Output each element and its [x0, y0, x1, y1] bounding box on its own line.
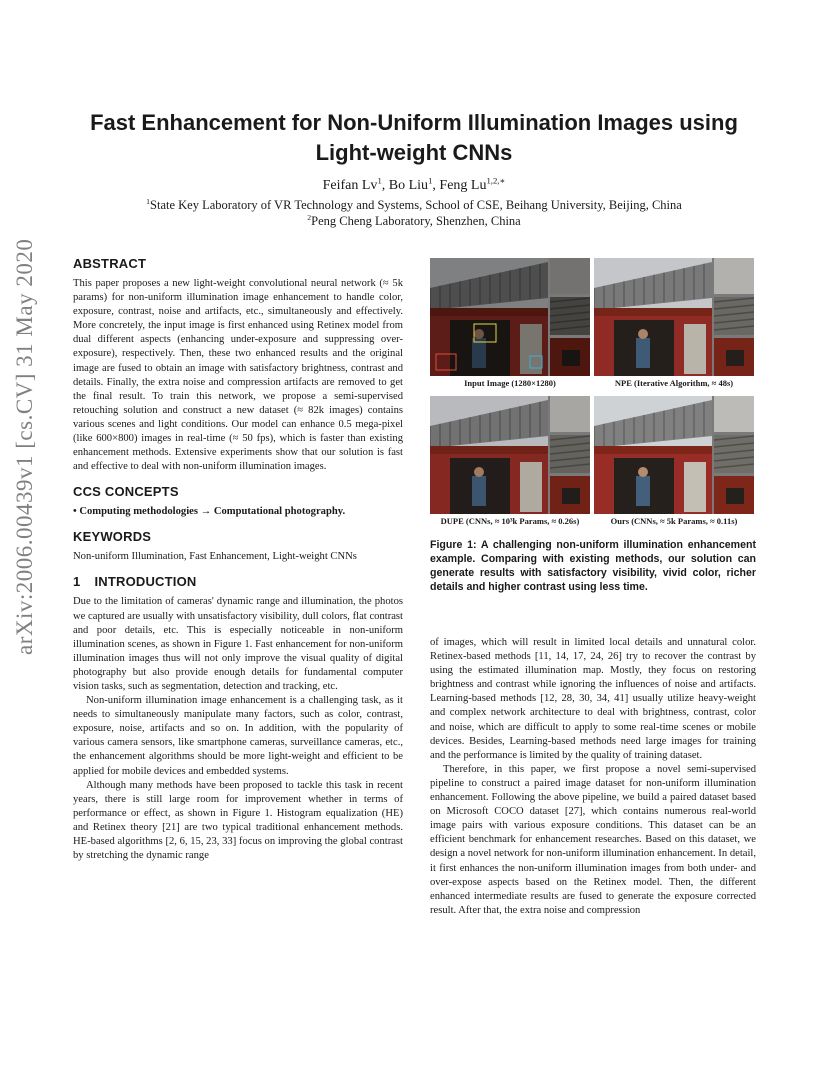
author-name: Feng Lu	[439, 178, 487, 193]
photo-illustration	[594, 258, 754, 376]
ccs-text: • Computing methodologies → Computational photography.	[73, 506, 346, 518]
affiliation-text: Peng Cheng Laboratory, Shenzhen, China	[311, 214, 521, 228]
paper-title	[40, 108, 788, 168]
affiliation-line	[40, 197, 788, 213]
intro-paragraph-1: Due to the limitation of cameras' dynamic range and illumination, the photos we captured are usually with unsatisfactory visibility, dull colors, flat contrast and poor details, etc. This is especially noticeable in non-uniform illumination scenes, as shown in Figure 1. Fast enhancement for non-uniform illumination images thus will not only improve the visual quality of digital photography but also provide enough details for fundamental computer vision tasks, such as segmentation, detection and tracking, etc.	[73, 596, 403, 692]
figure-panel-dupe	[430, 396, 590, 514]
section-number: 1	[73, 574, 81, 590]
panel-caption-dupe: DUPE (CNNs, ≈ 10³k Params, ≈ 0.26s)	[440, 516, 580, 526]
right-column	[430, 636, 756, 918]
author-list: Feifan Lv$^1$, Bo Liu$^1$, Feng $Lu^{1,2,∗}$	[322, 175, 506, 193]
section-title: INTRODUCTION	[94, 574, 197, 590]
panel-caption-input: Input Image (1280×1280)	[464, 378, 556, 388]
author-sup: 1	[428, 175, 433, 186]
photo-illustration	[430, 258, 590, 376]
affiliations	[40, 197, 788, 229]
photo-illustration	[594, 396, 754, 514]
affiliation-sup: 1	[146, 196, 151, 206]
photo-illustration	[430, 396, 590, 514]
intro-paragraph-3: Although many methods have been proposed to tackle this task in recent years, there is still large room for improvement whether in terms of performance or effect, as shown in Figure 1. Histogram equalization (HE) and Retinex theory [21] are two typical traditional enhancement methods. HE-based algorithms [2, 6, 15, 23, 33] focus on improving the global contrast by stretching the dynamic range	[73, 779, 403, 862]
title-line-2: Light-weight CNNs	[315, 140, 513, 165]
intro-paragraph-2: Non-uniform illumination image enhancement is a challenging task, as it needs to simultaneously manipulate many factors, such as color, contrast, exposure, noise, artifacts and so on. In addition, with the popularity of various camera sensors, like smartphone cameras, surveillance cameras, etc., the enhancement algorithms should be more light-weight and efficient to be applied for mobile devices and embedded systems.	[73, 695, 403, 777]
figure-panel-ours	[594, 396, 754, 514]
abstract-heading: ABSTRACT	[73, 256, 147, 271]
figure-1	[430, 258, 756, 528]
arxiv-side-stamp: arXiv:2006.00439v1 [cs.CV] 31 May 2020	[12, 238, 37, 655]
intro-heading	[73, 574, 403, 589]
affiliation-sup: 2	[307, 212, 312, 222]
author-name: Bo Liu	[388, 178, 429, 193]
author-sup: 1,2,∗	[486, 175, 506, 186]
intro-paragraph-4: of images, which will result in limited local details and unnatural color. Retinex-based methods [11, 14, 17, 24, 26] try to recover the contrast by using the estimated illumination map. Mostly, they focus on restoring brightness and contrast while ignoring the influences of noise and artifacts. Learning-based methods [12, 28, 30, 34, 41] usually utilize heavy-weight and complex network architecture to deal with brightness, contrast, color and noise, which are difficult to apply to some real-time scenes or mobile devices. Besides, Learning-based methods need large images for training and the performance is limited by the quality of training dataset.	[430, 637, 756, 761]
title-line-1: Fast Enhancement for Non-Uniform Illumination Images using	[90, 110, 738, 135]
abstract-text: This paper proposes a new light-weight convolutional neural network (≈ 5k params) for non-uniform illumination image enhancement to handle color, exposure, contrast, noise and artifacts, etc., simultaneously and effectively. More concretely, the input image is first enhanced using Retinex model from dual different aspects (enhancing under-exposure and suppressing over-exposure), respectively. Then, these two enhanced results and the original image are fused to obtain an image with satisfactory brightness, contrast and details. Finally, the extra noise and compression artifacts are removed to get the final result. To train this network, we propose a semi-supervised retouching solution and construct a new dataset (≈ 82k images) contains various scenes and light conditions. Our model can enhance 0.5 mega-pixel (like 600×800) images in real-time (≈ 50 fps), which is faster than existing enhancement methods. Extensive experiments show that our solution is fast and effective to deal with non-uniform illumination images.	[73, 278, 403, 473]
figure-panel-npe	[594, 258, 754, 376]
author-name: Feifan Lv	[322, 178, 378, 193]
left-column	[73, 256, 403, 863]
keywords-heading: KEYWORDS	[73, 529, 152, 545]
affiliation-line	[40, 213, 788, 229]
affiliation-text: State Key Laboratory of VR Technology and Systems, School of CSE, Beihang University, Beijing, China	[150, 198, 682, 212]
author-sup: 1	[377, 175, 382, 186]
ccs-heading: CCS CONCEPTS	[73, 484, 179, 500]
panel-caption-npe: NPE (Iterative Algorithm, ≈ 48s)	[614, 378, 734, 388]
keywords-text: Non-uniform Illumination, Fast Enhancement, Light-weight CNNs	[73, 551, 357, 563]
figure-panel-input	[430, 258, 590, 376]
intro-paragraph-5: Therefore, in this paper, we first propose a novel semi-supervised pipeline to construct a paired image dataset for non-uniform illumination enhancement. Following the above pipeline, we build a paired dataset based on Microsoft COCO dataset [27], which contains numerous real-world image pairs with various exposure conditions. This dataset can be an efficient benchmark for enhancement researches. Based on this dataset, we design a novel network for non-uniform illumination enhancement. In detail, it first enhances the non-uniform illumination images from both under- and over-expose aspects based on the Retinex model. Then, the different enhanced intermediate results are fused to generate the exposure corrected result. After that, the extra noise and compression	[430, 763, 756, 916]
figure-caption: Figure 1: A challenging non-uniform illumination enhancement example. Comparing with existing methods, our solution can generate results with satisfactory visibility, vivid color, richer details and higher contrast using less time.	[430, 539, 756, 593]
panel-caption-ours: Ours (CNNs, ≈ 5k Params, ≈ 0.11s)	[610, 516, 738, 526]
